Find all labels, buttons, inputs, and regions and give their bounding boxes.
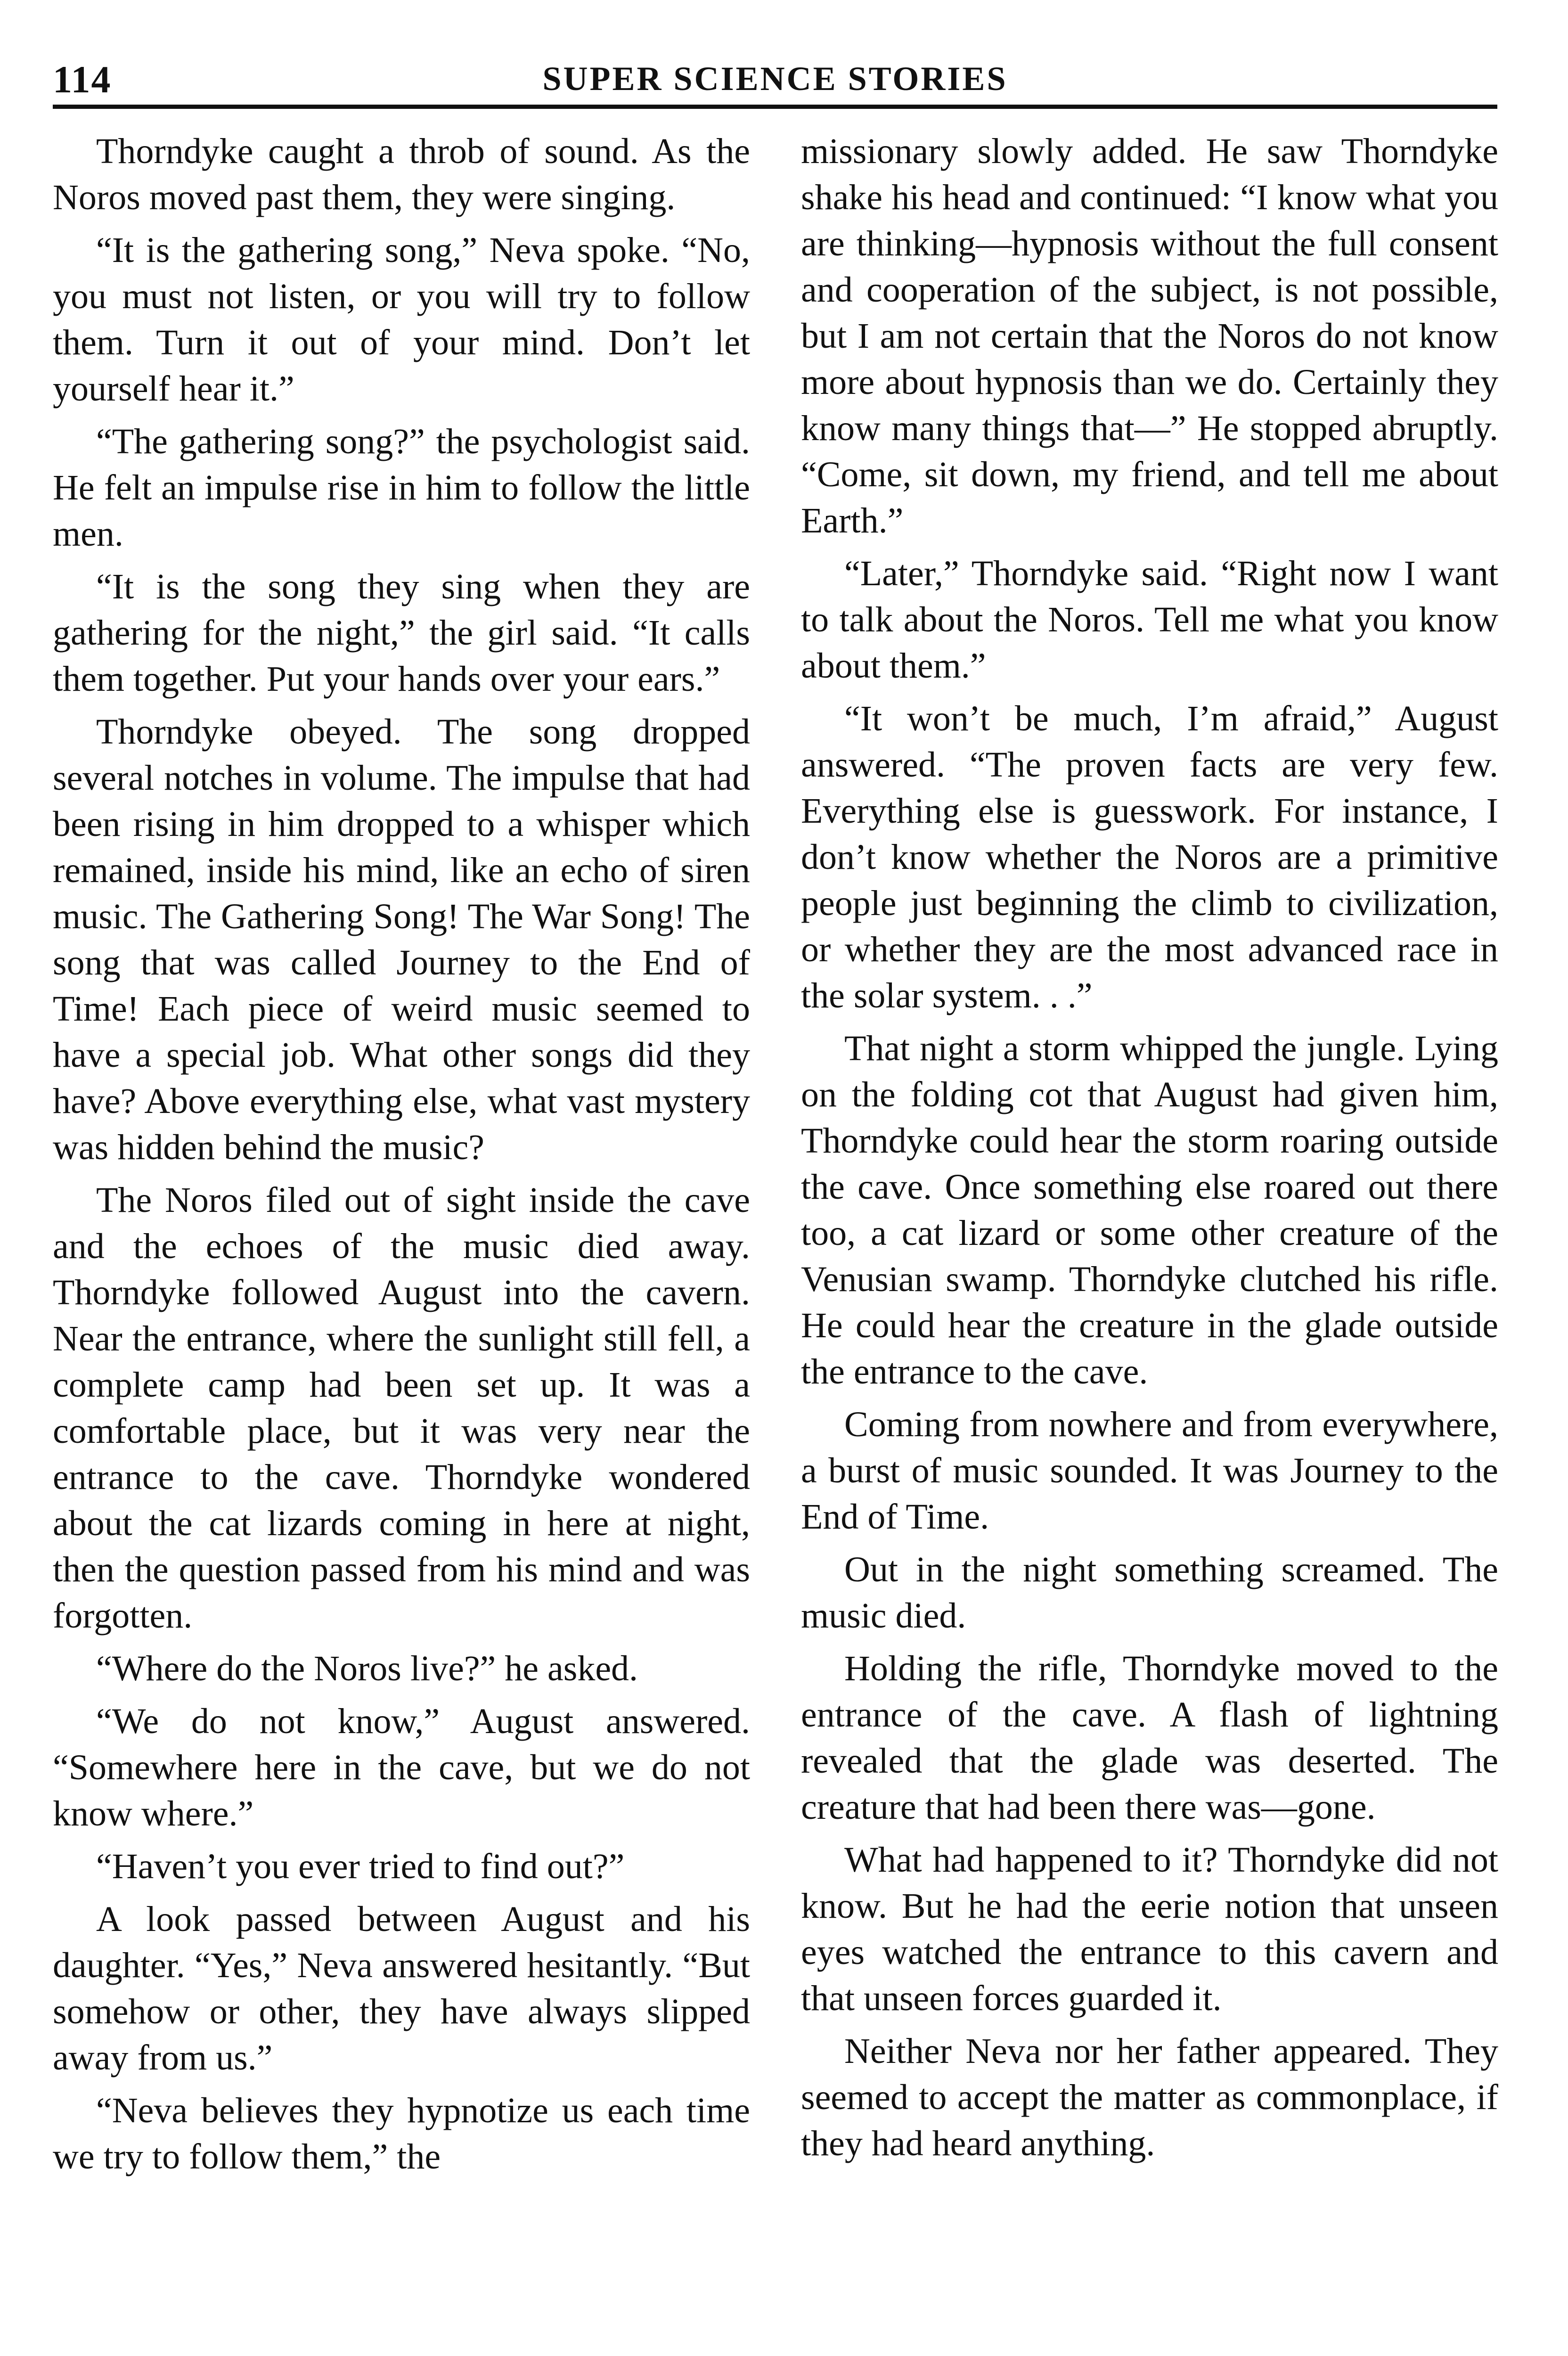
page-header [53,53,1497,105]
right-column [801,128,1498,2167]
running-head: SUPER SCIENCE STORIES [542,60,1008,98]
paragraph: A look passed between August and his daughter. “Yes,” Neva answered hesitantly. “But somehow or other, they have always slipped away from us.” [53,1899,750,2078]
paragraph: “We do not know,” August answered. “Somewhere here in the cave, but we do not know where.” [53,1702,750,1833]
paragraph: The Noros filed out of sight inside the cave and the echoes of the music died away. Thorndyke followed August into the cavern. Near the entrance, where the sunlight still fell, a complete camp had been set up. It was a comfortable place, but it was very near the entrance to the cave. Thorndyke wondered about the cat lizards coming in here at night, then the question passed from his mind and was forgotten. [53,1180,750,1636]
paragraph: Thorndyke obeyed. The song dropped several notches in volume. The impulse that had been rising in him dropped to a whisper which remained, inside his mind, like an echo of siren music. The Gathering Song! The War Song! The song that was called Journey to the End of Time! Each piece of weird music seemed to have a special job. What other songs did they have? Above everything else, what vast mystery was hidden behind the music? [53,712,750,1167]
left-column [53,128,750,2180]
paragraph: Holding the rifle, Thorndyke moved to the entrance of the cave. A flash of lightning revealed that the glade was deserted. The creature that had been there was—gone. [801,1649,1498,1827]
paragraph: missionary slowly added. He saw Thorndyke shake his head and continued: “I know what you are thinking—hypnosis without the full consent and cooperation of the subject, is not possible, but I am not certain that the Noros do not know more about hypnosis than we do. Certainly they know many things that—” He stopped abruptly. “Come, sit down, my friend, and tell me about Earth.” [801,131,1498,540]
page-number: 114 [53,58,112,101]
paragraph: “Later,” Thorndyke said. “Right now I want to talk about the Noros. Tell me what you know about them.” [801,554,1498,686]
paragraph: “It is the song they sing when they are gathering for the night,” the girl said. “It calls them together. Put your hands over your ears.” [53,567,750,699]
paragraph: Thorndyke caught a throb of sound. As the Noros moved past them, they were singing. [53,131,750,217]
paragraph: Out in the night something screamed. The music died. [801,1550,1498,1636]
paragraph: “The gathering song?” the psychologist said. He felt an impulse rise in him to follow the little men. [53,422,750,554]
paragraph: “Neva believes they hypnotize us each time we try to follow them,” the [53,2091,750,2176]
paragraph: What had happened to it? Thorndyke did not know. But he had the eerie notion that unseen eyes watched the entrance to this cavern and that unseen forces guarded it. [801,1840,1498,2018]
paragraph: That night a storm whipped the jungle. Lying on the folding cot that August had given him, Thorndyke could hear the storm roaring outside the cave. Once something else roared out there too, a cat lizard or some other creature of the Venusian swamp. Thorndyke clutched his rifle. He could hear the creature in the glade outside the entrance to the cave. [801,1029,1498,1391]
paragraph: Neither Neva nor her father appeared. They seemed to accept the matter as commonplace, if they had heard anything. [801,2031,1498,2163]
paragraph: “It won’t be much, I’m afraid,” August answered. “The proven facts are very few. Everything else is guesswork. For instance, I don’t know whether the Noros are a primitive people just beginning the climb to civilization, or whether they are the most advanced race in the solar system. . .” [801,699,1498,1015]
header-rule [53,105,1497,109]
paragraph: Coming from nowhere and from everywhere, a burst of music sounded. It was Journey to the End of Time. [801,1405,1498,1537]
paragraph: “Haven’t you ever tried to find out?” [96,1847,625,1886]
paragraph: “It is the gathering song,” Neva spoke. “No, you must not listen, or you will try to follow them. Turn it out of your mind. Don’t let yourself hear it.” [53,230,750,409]
paragraph: “Where do the Noros live?” he asked. [96,1649,638,1688]
